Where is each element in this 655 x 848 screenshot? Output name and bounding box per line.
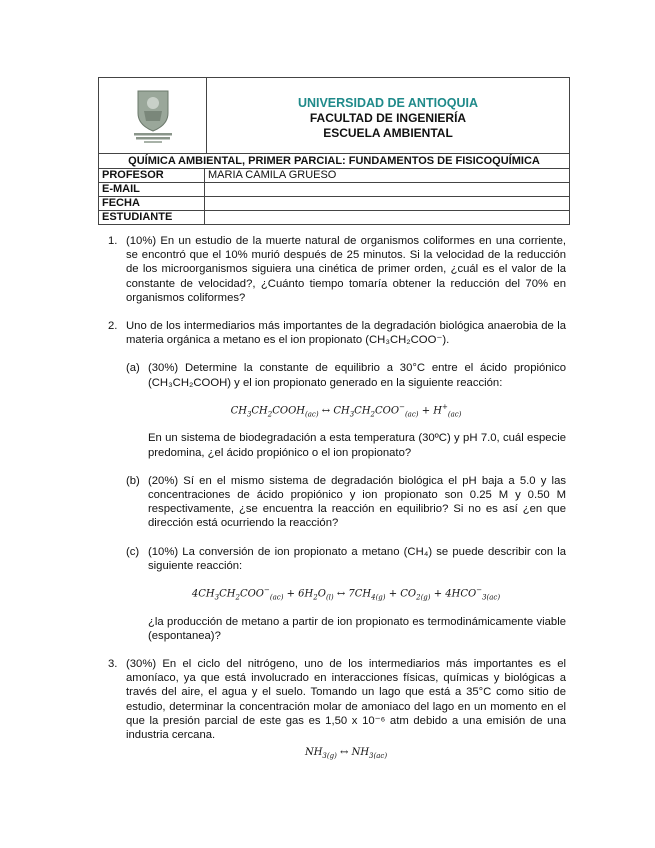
university-seal-icon <box>130 87 176 145</box>
reaction-equation-a: $CH_3CH_2COOH_{(ac)}$ ↔ $CH_3CH_2COO^-_{(ac)} + H^+_{(ac)}$ <box>230 402 462 419</box>
subquestion-text: (30%) Determine la constante de equilibrio a 30°C entre el ácido propiónico (CH₃CH₂COOH) y el ion propionato generado en la siguiente reacción: <box>148 362 566 389</box>
question-2a <box>126 361 566 389</box>
row-label: ESTUDIANTE <box>99 211 205 224</box>
header-top-row <box>99 78 569 154</box>
row-label: PROFESOR <box>99 169 205 182</box>
row-value <box>205 211 569 224</box>
subquestion-text: (10%) La conversión de ion propionato a metano (CH₄) se puede describir con la siguiente reacción: <box>148 545 566 572</box>
info-row-email <box>99 183 569 197</box>
row-value <box>205 197 569 210</box>
row-value <box>205 183 569 196</box>
exam-title: QUÍMICA AMBIENTAL, PRIMER PARCIAL: FUNDAMENTOS DE FISICOQUÍMICA <box>99 154 569 169</box>
info-row-date <box>99 197 569 211</box>
subquestion-label: (a) <box>126 362 140 375</box>
exam-body <box>108 234 566 763</box>
question-number: 2. <box>108 320 118 333</box>
info-row-student <box>99 211 569 224</box>
school-name: ESCUELA AMBIENTAL <box>323 126 453 140</box>
question-text: Uno de los intermediarios más importantes de la degradación biológica anaerobia de la materia orgánica a metano es el ion propionato (CH₃CH₂COO⁻). <box>126 320 566 347</box>
university-logo <box>99 78 207 153</box>
subquestion-text: (20%) Sí en el mismo sistema de degradación biológica el pH baja a 5.0 y las concentraciones de ácido propiónico y ion propionato son 0.25 M y 0.50 M respectivamente, ¿se encuentra la reacción en equilibrio? Si no es así ¿en que dirección está ocurriendo la reacción? <box>148 474 566 530</box>
row-label: E-MAIL <box>99 183 205 196</box>
reaction-equation-c: $4CH_3CH_2COO^-_{(ac)} + 6H_2O_{(l)}$ ↔ $7CH_{4(g)} + CO_{2(g)} + 4HCO^-_{3(ac)}$ <box>191 585 501 602</box>
question-text: (30%) En el ciclo del nitrógeno, uno de los intermediarios más importantes es el amoníaco, ya que está involucrado en interacciones físicas, químicas y biológicas a través del aire, el agua y el suelo. Tomando un lago que está a 35°C como sitio de estudio, determinar la concentración molar de amoniaco del lago en un momento en el que la presión parcial de este gas es 1,50 x 10⁻⁶ atm debido a una emisión de una industria cercana. <box>126 657 566 741</box>
question-2b <box>126 474 566 531</box>
reaction-equation-3: $NH_{3(g)}$ ↔ $NH_{3(ac)}$ <box>304 747 388 761</box>
row-value: MARIA CAMILA GRUESO <box>208 169 337 181</box>
question-2c <box>126 545 566 573</box>
header-title-cell <box>207 78 569 153</box>
question-3 <box>108 657 566 763</box>
question-2 <box>108 319 566 643</box>
university-name: UNIVERSIDAD DE ANTIOQUIA <box>297 96 479 110</box>
subquestion-followup: ¿la producción de metano a partir de ion propionato es termodinámicamente viable (espontanea)? <box>148 615 566 642</box>
subquestion-label: (c) <box>126 545 140 558</box>
exam-header-table <box>98 77 570 225</box>
row-label: FECHA <box>99 197 205 210</box>
faculty-name: FACULTAD DE INGENIERÍA <box>309 111 467 125</box>
question-text: (10%) En un estudio de la muerte natural de organismos coliformes en una corriente, se encontró que el 10% murió después de 25 minutos. Si la velocidad de la reducción de los microorganismos siguiera una cinética de primer orden, ¿cuál es el valor de la constante de velocidad?, ¿Cuánto tiempo tomaría obtener la reducción del 70% en organismos coliformes? <box>126 235 566 304</box>
subquestion-label: (b) <box>126 474 140 487</box>
question-number: 3. <box>108 657 118 670</box>
subquestion-followup: En un sistema de biodegradación a esta temperatura (30ºC) y pH 7.0, cuál especie predomina, ¿el ácido propiónico o el ion propionato? <box>148 432 566 459</box>
question-1 <box>108 234 566 305</box>
info-row-professor <box>99 169 569 183</box>
question-number: 1. <box>108 235 118 247</box>
